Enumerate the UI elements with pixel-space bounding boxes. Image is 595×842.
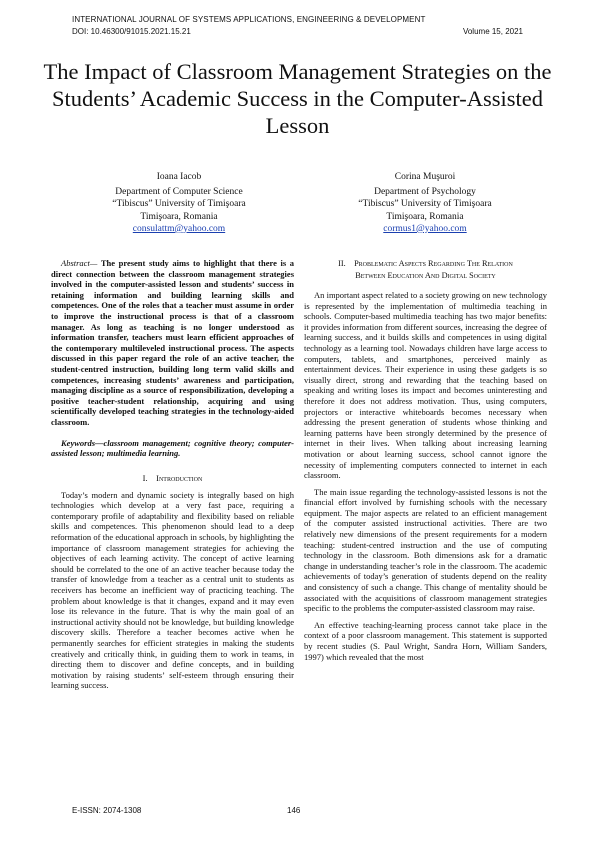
section-heading	[304, 258, 547, 282]
body-paragraph: An effective teaching-learning process cannot take place in the context of a poor classroom management. This statement is supported by recent studies (S. Paul Wright, Sandra Horn, William Sanders, 1997) which revealed that the most	[304, 619, 547, 662]
journal-name: INTERNATIONAL JOURNAL OF SYSTEMS APPLICATIONS, ENGINEERING & DEVELOPMENT	[72, 15, 426, 24]
keywords: Keywords—classroom management; cognitive theory; computer-assisted lesson; multimedia learning.	[51, 437, 294, 459]
section-title: Introduction	[156, 472, 203, 483]
section-heading	[51, 472, 294, 484]
abstract-text: The present study aims to highlight that there is a direct connection between the classroom management strategies involved in the computer-assisted lesson and students’ success in retaining information and building learning skills and competences. One of the roles that a teacher must assume in order to improve the instructional process is that of a classroom manager. As long as teaching is no longer understood as information transfer, teachers must learn efficient approaches of the contemporary multileveled instructional process. The aspects discussed in this paper regard the role of an active teacher, the student-centred instruction, building long term valid skills and competences, increasing students’ awareness and participation, managing discipline as a source of responsibilization, developing a positive teacher-student relationship, acquiring and using scientifically developed teaching strategies in the technology-aided classroom.	[51, 258, 294, 427]
author-name: Ioana Iacob	[156, 172, 202, 182]
abstract	[51, 258, 294, 428]
section-title: Between Education And Digital Society	[355, 271, 496, 280]
volume: Volume 15, 2021	[462, 27, 523, 36]
author-university: “Tibiscus” University of Timişoara	[358, 199, 492, 210]
author-department: Department of Computer Science	[115, 187, 243, 198]
author-block-2	[305, 171, 545, 235]
author-block-1	[59, 171, 299, 235]
body-paragraph: Today’s modern and dynamic society is integrally based on high technologies which develop at a very fast pace, requiring a contemporary profile of adaptability and flexibility based on reliable skills and competences. This phenomenon should lead to a deep reformation of the educational approach in schools, by highlighting the importance of classroom management strategies for achieving the objectives of each learning activity. The concept of active learning should be correlated to the one of an active teacher because today the transfer of knowledge from a teacher as a central unit to students as receivers has become an inefficient way of practicing teaching. The problem about knowledge is that it changes, expand and it may even lose its relevance in the future. That is why the main goal of an instructional activity should not be knowledge, but building knowledge discovery skills. Therefore a teacher becomes active when he permanently searches for efficient strategies in making the students creatively and critically think, in guiding them to work in teams, in directing them to discover and define concepts, and in building motivation by raising students’ self-esteem through ensuring their learning success.	[51, 489, 294, 691]
body-paragraph: An important aspect related to a society growing on new technology is represented by the implementation of multimedia teaching in schools. Computer-based multimedia teaching has two major benefits: it provides information from different sources, increasing the degree of learning success, and it builds skills and competences in using digital technology as a learning tool. Nowadays children have large access to computers, tablets, and smartphones, perceived mainly as entertainment devices. Their experience in using these gadgets is so visually direct, strong and rewarding that the teaching based on speaking and writing loses its impact and becomes uninteresting and therefore it does not address motivation. Thus, using computers, projectors or interactive whiteboards becomes necessary when addressing the present generation of students whose thinking and learning patterns have been strongly determined by the presence of internet in their lives. When talking about increasing learning motivation or about learning success, school cannot ignore the necessity of implementing computers connected to internet in each classroom.	[304, 290, 547, 481]
doi: DOI: 10.46300/91015.2021.15.21	[72, 27, 191, 36]
body-paragraph: The main issue regarding the technology-assisted lessons is not the financial effort involved by furnishing schools with the necessary equipment. The major aspects are related to an efficient management of the computer assisted instructional activities. There are two relatively new dimensions of the present requirements for a modern teaching: student-centred instruction and the use of computing technology in the classroom. Both dimensions ask for a dramatic change in understanding teacher’s role in the classroom. The academic achievements of today’s generation of students depend on the reality and consistency of such a change. This change of mentality should be associated with the acquisitions of classroom management strategies specific to the problems the computer-assisted classroom may raise.	[304, 486, 547, 614]
author-city: Timişoara, Romania	[140, 211, 218, 222]
author-email-link[interactable]: consulattm@yahoo.com	[132, 223, 226, 234]
author-email-link[interactable]: cormus1@yahoo.com	[383, 223, 467, 234]
author-city: Timişoara, Romania	[386, 211, 464, 222]
footer-issn: E-ISSN: 2074-1308	[72, 806, 142, 815]
section-title: Problematic Aspects Regarding The Relation	[354, 259, 513, 268]
left-column	[51, 258, 294, 697]
author-department: Department of Psychology	[374, 187, 476, 198]
section-number: I.	[142, 472, 148, 483]
page-number: 146	[287, 806, 301, 815]
right-column	[304, 258, 547, 668]
author-name: Corina Muşuroi	[394, 172, 456, 182]
paper-title: The Impact of Classroom Management Strategies on the Students’ Academic Success in the Computer-Assisted Lesson	[43, 59, 552, 138]
section-number: II.	[338, 259, 346, 268]
abstract-label: Abstract—	[61, 258, 98, 268]
author-university: “Tibiscus” University of Timişoara	[112, 199, 246, 210]
